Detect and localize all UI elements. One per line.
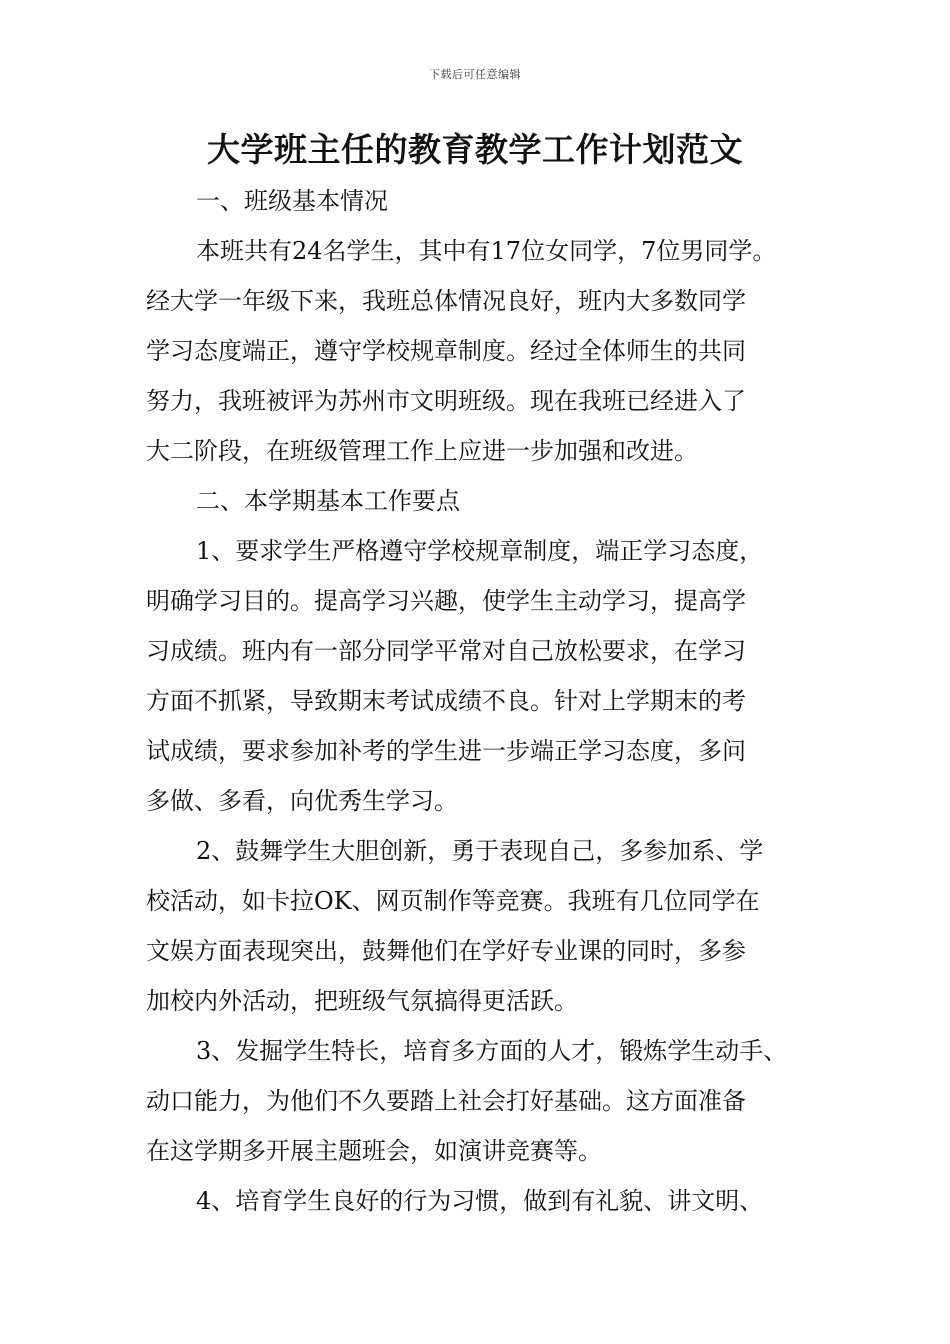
text-line: 4、培育学生良好的行为习惯，做到有礼貌、讲文明、 <box>196 1187 764 1215</box>
text-line: 动口能力，为他们不久要踏上社会打好基础。这方面准备 <box>146 1087 746 1115</box>
text-line: 加校内外活动，把班级气氛搞得更活跃。 <box>146 987 578 1015</box>
text-line: 多做、多看，向优秀生学习。 <box>146 787 458 815</box>
text-line: 校活动，如卡拉OK、网页制作等竞赛。我班有几位同学在 <box>146 887 760 915</box>
text-line: 方面不抓紧，导致期末考试成绩不良。针对上学期末的考 <box>146 687 746 715</box>
text-line: 经大学一年级下来，我班总体情况良好，班内大多数同学 <box>146 287 746 315</box>
text-line: 大二阶段，在班级管理工作上应进一步加强和改进。 <box>146 437 698 465</box>
text-line: 明确学习目的。提高学习兴趣，使学生主动学习，提高学 <box>146 587 746 615</box>
text-line: 1、要求学生严格遵守学校规章制度，端正学习态度， <box>196 537 764 565</box>
text-line: 试成绩，要求参加补考的学生进一步端正学习态度，多问 <box>146 737 746 765</box>
text-line: 本班共有24名学生，其中有17位女同学，7位男同学。 <box>196 237 777 265</box>
text-line: 文娱方面表现突出，鼓舞他们在学好专业课的同时，多参 <box>146 937 746 965</box>
text-line: 努力，我班被评为苏州市文明班级。现在我班已经进入了 <box>146 387 746 415</box>
text-line: 习成绩。班内有一部分同学平常对自己放松要求，在学习 <box>146 637 746 665</box>
text-line: 3、发掘学生特长，培育多方面的人才，锻炼学生动手、 <box>196 1037 788 1065</box>
header-note: 下载后可任意编辑 <box>429 68 521 81</box>
document-title: 大学班主任的教育教学工作计划范文 <box>207 130 743 169</box>
text-line: 在这学期多开展主题班会，如演讲竞赛等。 <box>146 1137 602 1165</box>
text-line: 2、鼓舞学生大胆创新，勇于表现自己，多参加系、学 <box>196 837 764 865</box>
body-text <box>146 176 836 1226</box>
text-line: 学习态度端正，遵守学校规章制度。经过全体师生的共同 <box>146 337 746 365</box>
text-line: 二、本学期基本工作要点 <box>196 487 460 515</box>
text-line: 一、班级基本情况 <box>196 187 388 215</box>
